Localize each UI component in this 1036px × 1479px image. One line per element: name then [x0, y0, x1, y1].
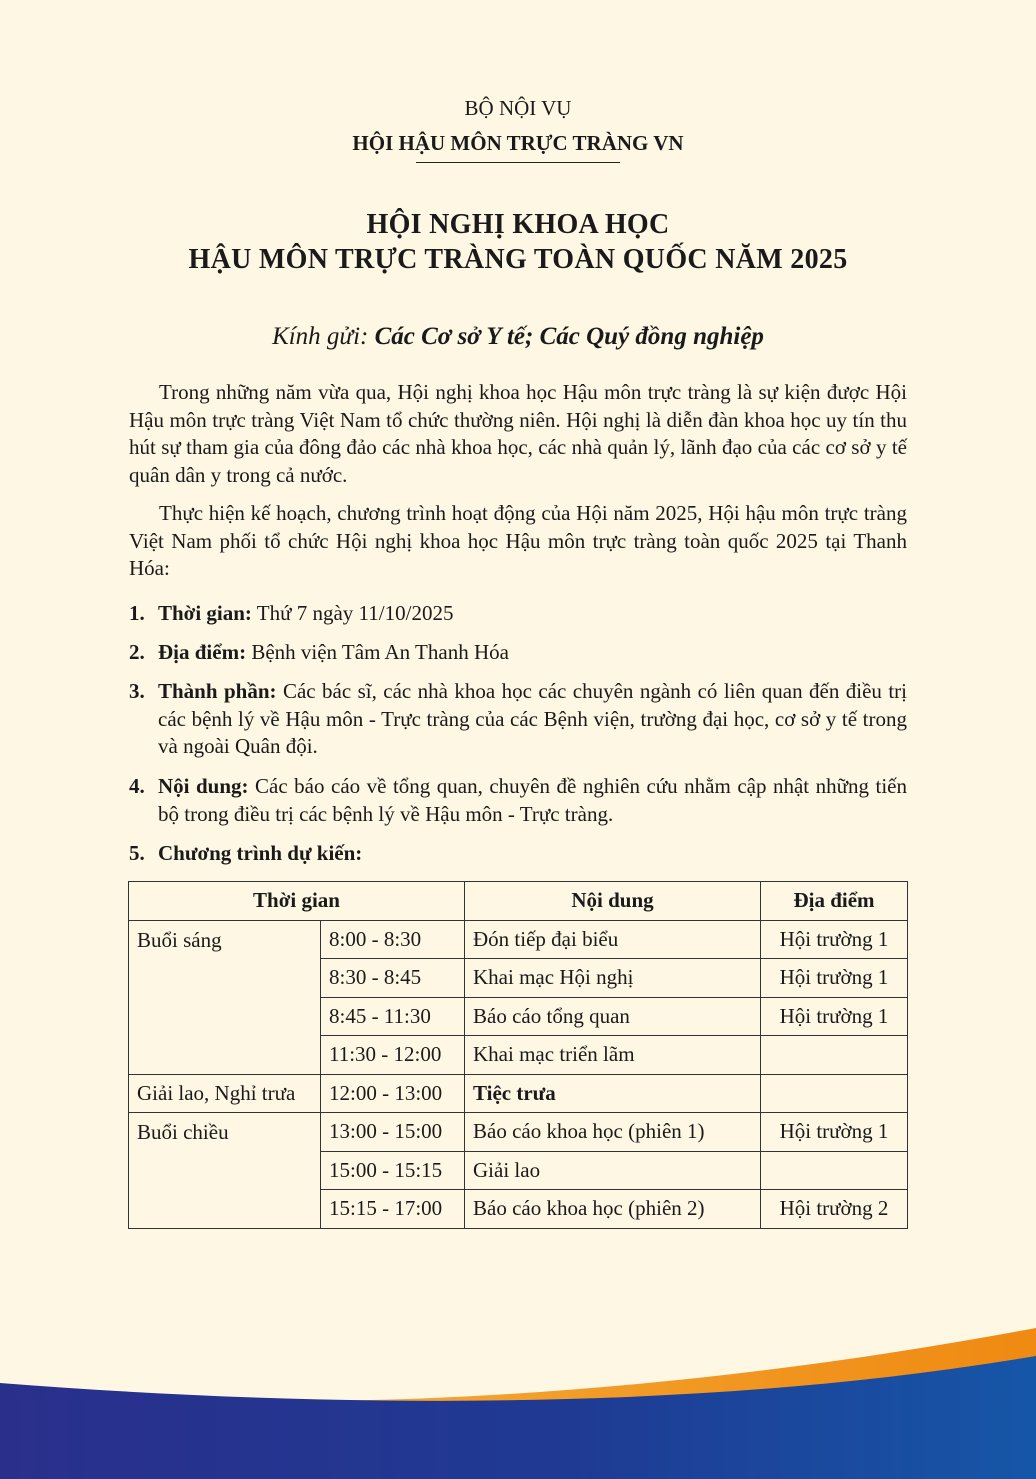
- list-label: Nội dung:: [158, 774, 249, 798]
- time-cell: 8:45 - 11:30: [321, 997, 465, 1036]
- list-text: Các báo cáo về tổng quan, chuyên đề nghiên cứu nhằm cập nhật những tiến bộ trong điều trị các bệnh lý về Hậu môn - Trực tràng.: [158, 774, 907, 826]
- plan-paragraph: Thực hiện kế hoạch, chương trình hoạt động của Hội năm 2025, Hội hậu môn trực tràng Việt Nam phối tổ chức Hội nghị khoa học Hậu môn trực tràng toàn quốc 2025 tại Thanh Hóa:: [129, 501, 907, 580]
- venue-cell: Hội trường 2: [761, 1190, 908, 1229]
- list-label: Chương trình dự kiến:: [158, 841, 363, 865]
- list-item-program: [129, 840, 907, 868]
- time-cell: 15:00 - 15:15: [321, 1151, 465, 1190]
- table-row: [129, 920, 908, 959]
- period-lunch: Giải lao, Nghỉ trưa: [129, 1074, 321, 1113]
- list-item-participants: [129, 678, 907, 761]
- content-cell: Báo cáo khoa học (phiên 2): [465, 1190, 761, 1229]
- greeting-prefix: Kính gửi:: [272, 323, 369, 350]
- venue-cell: Hội trường 1: [761, 997, 908, 1036]
- venue-cell: Hội trường 1: [761, 959, 908, 998]
- list-label: Thành phần:: [158, 679, 277, 703]
- greeting: [0, 323, 1036, 351]
- list-number: 2.: [129, 640, 145, 664]
- content-cell: Giải lao: [465, 1151, 761, 1190]
- list-item-location: [129, 639, 907, 667]
- document-title-line2: HẬU MÔN TRỰC TRÀNG TOÀN QUỐC NĂM 2025: [188, 244, 848, 275]
- venue-cell: [761, 1036, 908, 1075]
- time-cell: 15:15 - 17:00: [321, 1190, 465, 1229]
- venue-cell: [761, 1074, 908, 1113]
- list-text: Bệnh viện Tâm An Thanh Hóa: [246, 640, 509, 664]
- association-name: HỘI HẬU MÔN TRỰC TRÀNG VN: [352, 131, 684, 155]
- list-label: Địa điểm:: [158, 640, 247, 664]
- content-cell: Báo cáo tổng quan: [465, 997, 761, 1036]
- list-number: 4.: [129, 774, 145, 798]
- list-number: 5.: [129, 841, 145, 865]
- time-cell: 8:30 - 8:45: [321, 959, 465, 998]
- content-cell: Khai mạc triển lãm: [465, 1036, 761, 1075]
- greeting-recipients: Các Cơ sở Y tế; Các Quý đồng nghiệp: [374, 323, 764, 350]
- time-cell: 12:00 - 13:00: [321, 1074, 465, 1113]
- list-text: Thứ 7 ngày 11/10/2025: [251, 601, 454, 625]
- list-item-time: [129, 600, 907, 628]
- schedule-table: [128, 881, 908, 1229]
- decorative-wave-footer: [0, 1320, 1036, 1479]
- list-number: 3.: [129, 679, 145, 703]
- venue-cell: Hội trường 1: [761, 920, 908, 959]
- ministry-name: BỘ NỘI VỤ: [464, 96, 572, 120]
- table-row: [129, 1074, 908, 1113]
- list-item-content: [129, 773, 907, 828]
- list-number: 1.: [129, 601, 145, 625]
- header-venue: Địa điểm: [761, 882, 908, 921]
- schedule-header-row: [129, 882, 908, 921]
- period-afternoon: Buổi chiều: [129, 1113, 321, 1229]
- content-cell: Báo cáo khoa học (phiên 1): [465, 1113, 761, 1152]
- content-cell: Tiệc trưa: [465, 1074, 761, 1113]
- header-divider: [416, 162, 620, 163]
- list-label: Thời gian:: [158, 601, 252, 625]
- period-morning: Buổi sáng: [129, 920, 321, 1074]
- time-cell: 8:00 - 8:30: [321, 920, 465, 959]
- header-content: Nội dung: [465, 882, 761, 921]
- time-cell: 11:30 - 12:00: [321, 1036, 465, 1075]
- document-title-line1: HỘI NGHỊ KHOA HỌC: [366, 209, 670, 240]
- content-cell: Khai mạc Hội nghị: [465, 959, 761, 998]
- header-time: Thời gian: [129, 882, 465, 921]
- intro-paragraph: Trong những năm vừa qua, Hội nghị khoa học Hậu môn trực tràng là sự kiện được Hội Hậu môn trực tràng Việt Nam tổ chức thường niên. Hội nghị là diễn đàn khoa học uy tín thu hút sự tham gia của đông đảo các nhà khoa học, các nhà quản lý, lãnh đạo của các cơ sở y tế quân dân y trong cả nước.: [129, 380, 907, 487]
- time-cell: 13:00 - 15:00: [321, 1113, 465, 1152]
- venue-cell: [761, 1151, 908, 1190]
- content-cell: Đón tiếp đại biểu: [465, 920, 761, 959]
- venue-cell: Hội trường 1: [761, 1113, 908, 1152]
- table-row: [129, 1113, 908, 1152]
- list-text: Các bác sĩ, các nhà khoa học các chuyên ngành có liên quan đến điều trị các bệnh lý về Hậu môn - Trực tràng của các Bệnh viện, trường đại học, cơ sở y tế trong và ngoài Quân đội.: [158, 679, 908, 758]
